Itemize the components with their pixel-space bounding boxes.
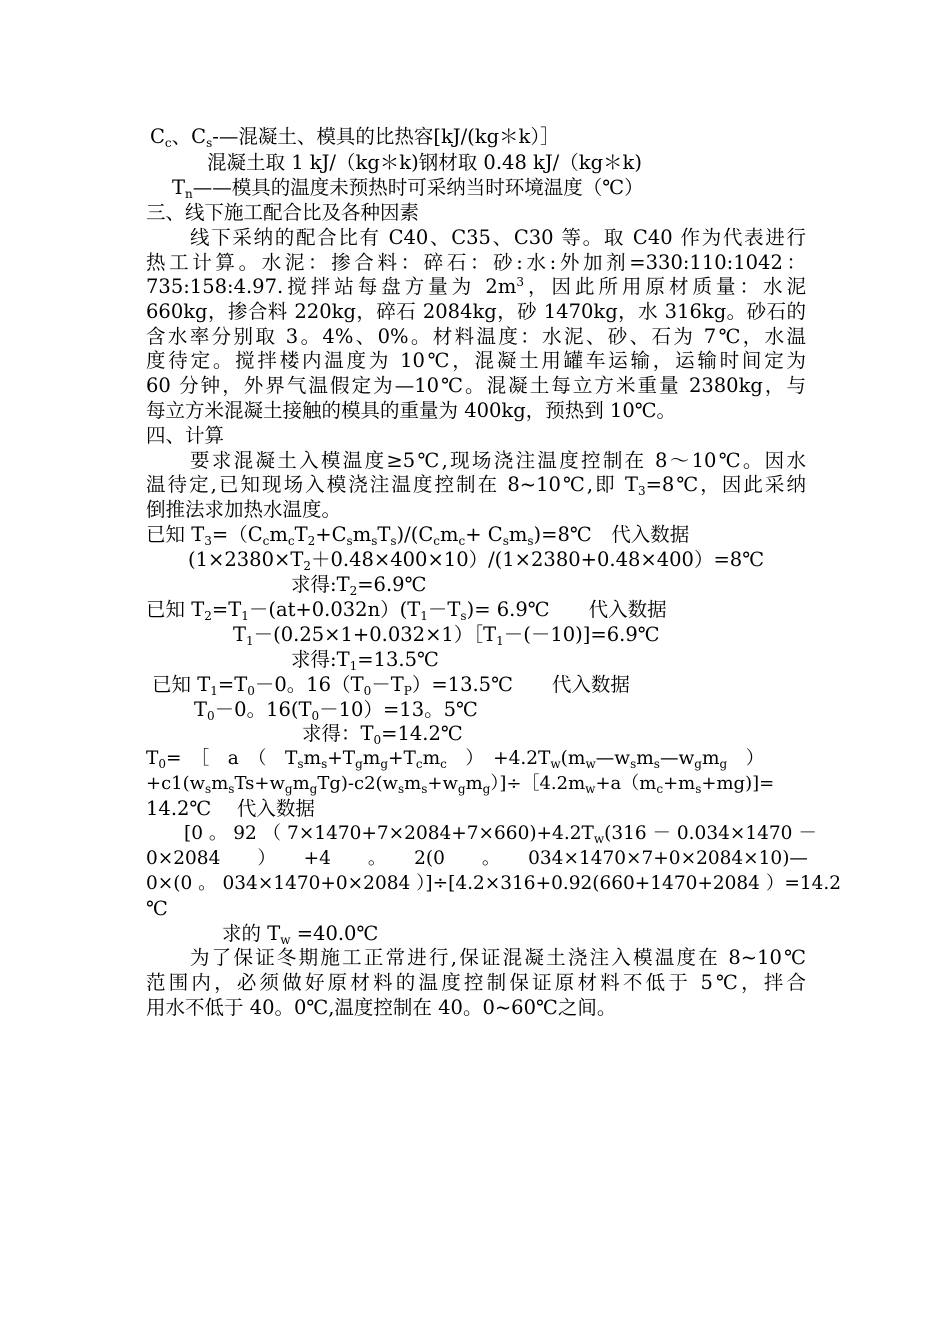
formula-line: [233, 623, 893, 649]
text-run: 已知 T: [146, 523, 205, 546]
paragraph-line: 为了保证冬期施工正常进行,保证混凝土浇注入模温度在 8~10℃: [190, 946, 806, 969]
text-run: C: [150, 125, 165, 148]
subscript: s: [321, 757, 328, 771]
subscript: 1: [349, 659, 358, 673]
text-run: = ［ a （ T: [165, 748, 298, 769]
formula-result: [222, 922, 882, 948]
subscript: 0: [311, 709, 320, 723]
paragraph-line: 660kg，掺合料 220kg，碎石 2084kg，砂 1470kg，水 316kg。砂石的: [146, 300, 806, 323]
subscript: w: [280, 933, 291, 947]
subscript: 0: [373, 733, 382, 747]
text-run: +m: [701, 773, 734, 794]
paragraph-line: 度待定。搅拌楼内温度为 10℃，混凝土用罐车运输，运输时间定为: [146, 349, 806, 372]
text-run: m: [508, 523, 528, 546]
text-run: =14.2℃: [381, 722, 463, 745]
text-run: —w: [595, 748, 631, 769]
formula-line: [184, 822, 844, 847]
subscript: c: [433, 534, 440, 548]
text-run: -—混凝土、模具的比热容[kJ/(kg＊k）］: [212, 125, 560, 148]
subscript: 1: [496, 634, 504, 648]
text-run: )]=: [745, 773, 775, 794]
formula-line: [146, 523, 806, 549]
subscript: g: [482, 782, 491, 796]
text-run: 求的 T: [222, 922, 281, 945]
subscript: 2: [204, 609, 212, 623]
text-run: －T: [427, 598, 461, 621]
subscript: c: [440, 757, 447, 771]
subscript: 1: [210, 684, 218, 698]
text-run: =13.5℃: [357, 648, 439, 671]
subscript: 2: [307, 534, 316, 548]
text-run: +C: [315, 523, 347, 546]
formula-line: [188, 548, 848, 574]
text-run: ）: [727, 748, 765, 769]
subscript: w: [593, 832, 605, 846]
text-run: m: [362, 748, 381, 769]
text-line: [150, 125, 810, 151]
subscript: 2: [303, 559, 311, 573]
text-run: m: [303, 748, 322, 769]
formula-line: 0×2084 ） +4 。 2(0 。 034×1470×7+0×2084×10)—: [146, 848, 808, 869]
subscript: c: [164, 136, 172, 150]
text-run: )=8℃ 代入数据: [533, 523, 690, 546]
text-run: m: [292, 773, 310, 794]
subscript: s: [527, 534, 534, 548]
text-run: ——模具的温度未预热时可采纳当时环境温度（℃）: [192, 176, 644, 199]
subscript: c: [415, 757, 423, 771]
text-run: + C: [465, 523, 503, 546]
subscript: 3: [204, 534, 212, 548]
text-run: 已知 T: [152, 673, 211, 696]
text-run: Ts+w: [234, 773, 285, 794]
subscript: w: [550, 757, 561, 771]
text-run: ＋0.48×400×10）/(1×2380+0.48×400）=8℃: [310, 548, 765, 571]
paragraph-line: 60 分钟，外界气温假定为—10℃。混凝土每立方米重量 2380kg，与: [146, 374, 806, 397]
text-run: T: [294, 523, 308, 546]
text-run: T: [233, 623, 247, 646]
subscript: s: [630, 757, 637, 771]
subscript: s: [206, 136, 213, 150]
text-run: －(0.25×1+0.032×1）［T: [253, 623, 497, 646]
subscript: 1: [420, 609, 428, 623]
subscript: w: [585, 782, 596, 796]
text-run: (m: [560, 748, 586, 769]
text-run: T: [146, 748, 159, 769]
subscript: s: [460, 609, 467, 623]
formula-result: [291, 573, 950, 599]
subscript: s: [421, 782, 428, 796]
paragraph-line: 含水率分别取 3。4%、0%。材料温度：水泥、砂、石为 7℃，水温: [146, 325, 806, 348]
text-run: m: [211, 773, 229, 794]
subscript: s: [371, 534, 378, 548]
text-run: +m: [663, 773, 696, 794]
text-run: g: [733, 773, 746, 794]
text-run: m: [422, 748, 441, 769]
section-heading: 三、线下施工配合比及各种因素: [146, 201, 420, 224]
subscript: g: [380, 757, 389, 771]
formula-result: [302, 722, 950, 748]
subscript: g: [719, 757, 728, 771]
subscript: s: [205, 782, 212, 796]
text-run: m: [465, 773, 483, 794]
text-run: m: [404, 773, 422, 794]
text-run: +w: [427, 773, 458, 794]
subscript: c: [262, 534, 270, 548]
text-run: =40.0℃: [290, 922, 379, 945]
text-run: —w: [659, 748, 695, 769]
text-run: －(－10)]=6.9℃: [503, 623, 660, 646]
section-heading: 四、计算: [146, 424, 225, 447]
text-run: m: [440, 523, 459, 546]
subscript: c: [458, 534, 466, 548]
text-run: 已知 T: [146, 598, 205, 621]
text-run: =（C: [211, 523, 263, 546]
formula-line: [146, 598, 806, 624]
text-run: Tg)-c2(w: [317, 773, 398, 794]
paragraph-line: 倒推法求加热水温度。: [146, 498, 342, 521]
subscript: c: [287, 534, 295, 548]
subscript: P: [403, 684, 412, 698]
paragraph-line: 用水不低于 40。0℃,温度控制在 40。0~60℃之间。: [146, 996, 617, 1019]
subscript: c: [656, 782, 664, 796]
text-run: [0 。 92 （ 7×1470+7×2084+7×660)+4.2T: [184, 823, 594, 844]
subscript: s: [653, 757, 660, 771]
text-run: =T: [211, 598, 242, 621]
subscript: s: [397, 782, 405, 796]
subscript: s: [346, 534, 353, 548]
text-run: (316 － 0.034×1470 －: [604, 823, 817, 844]
text-run: 温待定,已知现场入模浇注温度控制在 8~10℃,即 T: [146, 473, 638, 496]
subscript: 1: [241, 609, 249, 623]
text-run: m: [636, 748, 654, 769]
text-run: 、C: [171, 125, 207, 148]
formula-result: [291, 648, 950, 674]
text-run: =6.9℃: [357, 573, 427, 596]
subscript: 0: [363, 684, 372, 698]
subscript: 0: [247, 684, 255, 698]
text-run: －10）=13。5℃: [319, 698, 478, 721]
text-run: ，因此所用原材质量：水泥: [523, 275, 806, 298]
text-run: =T: [217, 673, 248, 696]
subscript: n: [185, 187, 193, 201]
formula-line: [194, 698, 854, 724]
text-run: +T: [388, 748, 416, 769]
subscript: s: [502, 534, 509, 548]
subscript: w: [585, 757, 596, 771]
subscript: s: [297, 757, 304, 771]
text-run: T: [172, 176, 186, 199]
text-run: －0。16(T: [214, 698, 312, 721]
subscript: g: [694, 757, 702, 771]
text-run: 求得:T: [291, 648, 350, 671]
text-run: )= 6.9℃ 代入数据: [466, 598, 667, 621]
text-run: +T: [327, 748, 356, 769]
text-run: 求得:T: [291, 573, 350, 596]
subscript: g: [309, 782, 318, 796]
formula-line: [146, 772, 806, 797]
text-run: T: [377, 523, 391, 546]
text-run: +c1(w: [146, 773, 206, 794]
text-line: [172, 176, 832, 202]
paragraph-line: 范围内，必须做好原材料的温度控制保证原材料不低于 5℃，拌合: [146, 971, 806, 994]
superscript: 3: [516, 275, 524, 289]
subscript: 0: [158, 757, 166, 771]
subscript: g: [284, 782, 293, 796]
subscript: 0: [207, 709, 215, 723]
text-run: 735:158:4.97.搅拌站每盘方量为 2m: [146, 275, 517, 298]
text-run: m: [701, 748, 720, 769]
formula-line: [146, 747, 806, 772]
formula-line: ℃: [146, 897, 168, 920]
subscript: 3: [637, 484, 646, 498]
paragraph-line: [146, 275, 806, 301]
subscript: 1: [246, 634, 254, 648]
paragraph-line: 线下采纳的配合比有 C40、C35、C30 等。取 C40 作为代表进行: [190, 226, 806, 249]
paragraph-line: 热工计算。水泥：掺合料：碎石：砂:水:外加剂=330:110:1042：: [146, 251, 806, 274]
paragraph-line: 要求混凝土入模温度≥5℃,现场浇注温度控制在 8～10℃。因水: [190, 449, 806, 472]
paragraph-line: [146, 473, 806, 499]
subscript: s: [228, 782, 235, 796]
subscript: g: [457, 782, 466, 796]
formula-line: 14.2℃ 代入数据: [146, 797, 315, 820]
paragraph-line: 每立方米混凝土接触的模具的重量为 400kg，预热到 10℃。: [146, 399, 677, 422]
text-run: ） +4.2T: [446, 748, 551, 769]
text-run: +a（m: [595, 773, 657, 794]
text-run: －0。16（T: [254, 673, 364, 696]
subscript: s: [695, 782, 702, 796]
text-run: －T: [371, 673, 404, 696]
text-run: )/(C: [396, 523, 434, 546]
text-run: ）=13.5℃ 代入数据: [411, 673, 630, 696]
subscript: g: [355, 757, 363, 771]
text-run: T: [194, 698, 208, 721]
subscript: s: [390, 534, 397, 548]
text-run: ）]÷［4.2m: [490, 773, 586, 794]
subscript: 2: [349, 584, 358, 598]
text-run: 求得：T: [302, 722, 374, 745]
text-run: =8℃，因此采纳: [645, 473, 806, 496]
formula-line: [152, 673, 812, 699]
text-run: －(at+0.032n）(T: [248, 598, 421, 621]
text-run: m: [269, 523, 288, 546]
text-line: 混凝土取 1 kJ/（kg＊k)钢材取 0.48 kJ/（kg＊k): [207, 151, 642, 174]
text-run: (1×2380×T: [188, 548, 304, 571]
text-run: m: [352, 523, 372, 546]
formula-line: 0×(0 。 034×1470+0×2084 ）]÷[4.2×316+0.92(660+1470+2084 ）=14.2: [146, 873, 842, 894]
